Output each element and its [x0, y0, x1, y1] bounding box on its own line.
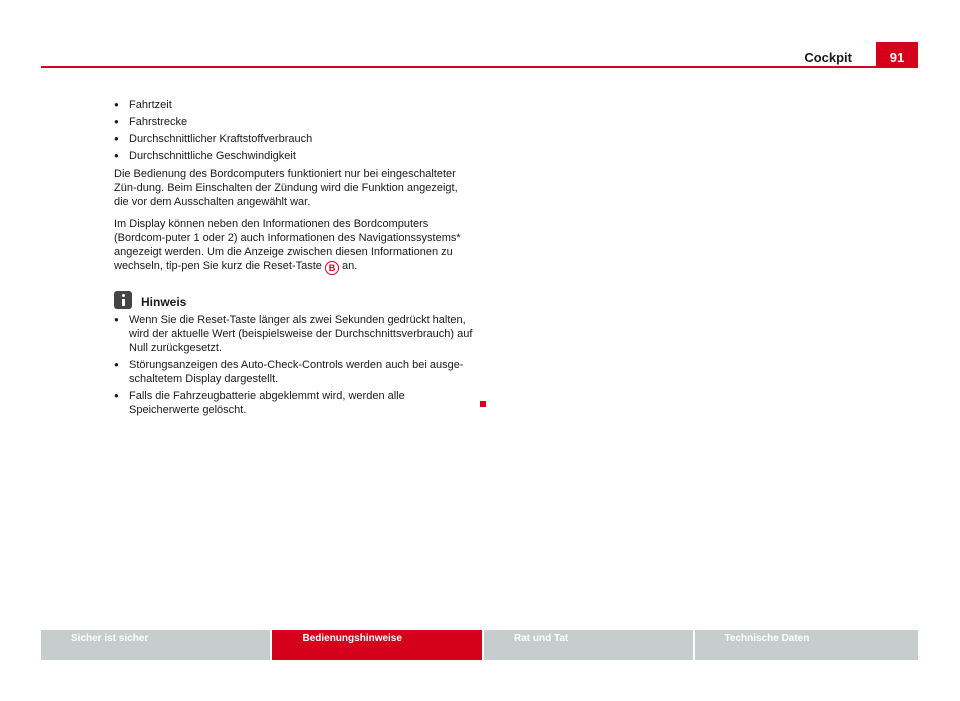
header-divider: [41, 66, 918, 68]
main-content: [114, 98, 474, 420]
note-item: ● Falls die Fahrzeugbatterie abgeklemmt wird, werden alle Speicherwerte gelöscht.: [114, 389, 474, 417]
body-paragraph: [114, 217, 474, 275]
page-header-title: Cockpit: [804, 50, 852, 65]
chapter-tab-rat[interactable]: Rat und Tat: [484, 630, 693, 660]
section-end-marker: [480, 401, 486, 407]
chapter-tab-sicher[interactable]: Sicher ist sicher: [41, 630, 270, 660]
page-number: 91: [876, 42, 918, 68]
callout-marker: B: [325, 261, 339, 275]
chapter-tab-technik[interactable]: Technische Daten: [695, 630, 918, 660]
paragraph-text: an.: [342, 260, 358, 272]
note-item: ● Wenn Sie die Reset-Taste länger als zwei Sekunden gedrückt halten, wird der aktuelle Wert (beispielsweise der Durchschnittsverbrauch) auf Null zurückgesetzt.: [114, 313, 474, 355]
note-title: Hinweis: [141, 295, 187, 309]
list-item: ● Durchschnittliche Geschwindigkeit: [114, 149, 474, 163]
note-icon: [114, 291, 132, 309]
body-paragraph: Die Bedienung des Bordcomputers funktioniert nur bei eingeschalteter Zün-dung. Beim Einschalten der Zündung wird die Funktion angezeigt, die vor dem Ausschalten angewählt war.: [114, 168, 458, 208]
list-item: ● Fahrtzeit: [114, 98, 474, 112]
feature-list: [114, 98, 474, 163]
note-header: [114, 291, 474, 309]
chapter-nav: [41, 630, 918, 660]
list-item: ● Durchschnittlicher Kraftstoffverbrauch: [114, 132, 474, 146]
list-item: ● Fahrstrecke: [114, 115, 474, 129]
chapter-tab-bedienung[interactable]: Bedienungshinweise: [272, 630, 482, 660]
note-item: ● Störungsanzeigen des Auto-Check-Controls werden auch bei ausge-schaltetem Display dargestellt.: [114, 358, 474, 386]
paragraph-text: Im Display können neben den Informationen des Bordcomputers (Bordcom-puter 1 oder 2) auch Informationen des Navigationssystems* angezeigt werden. Um die Anzeige zwischen diesen Informationen zu wechseln, tip-pen Sie kurz die Reset-Taste: [114, 218, 461, 272]
